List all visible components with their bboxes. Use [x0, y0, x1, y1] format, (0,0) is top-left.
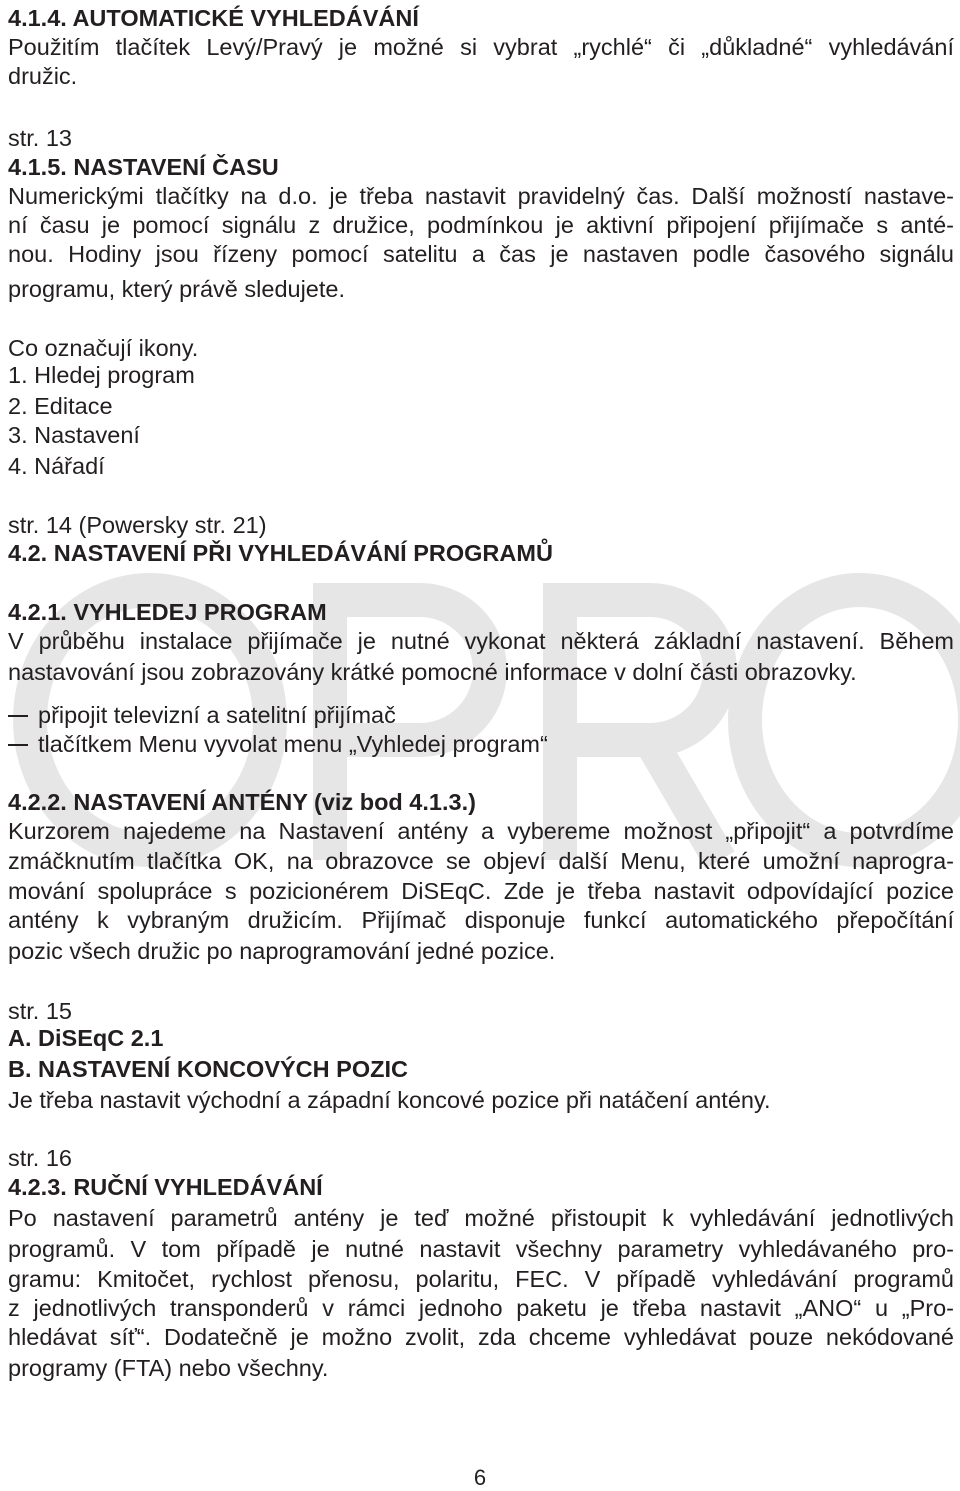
heading-4-1-5: 4.1.5. NASTAVENÍ ČASU: [8, 154, 279, 180]
paragraph-line: Kurzorem najedeme na Nastavení antény a vybereme možnost „připojit“ a potvrdíme: [8, 818, 954, 844]
heading-4-2: 4.2. NASTAVENÍ PŘI VYHLEDÁVÁNÍ PROGRAMŮ: [8, 540, 553, 566]
paragraph-line: mování spolupráce s pozicionérem DiSEqC. Zde je třeba nastavit odpovídající pozice: [8, 878, 954, 904]
dash-bullet: [8, 744, 28, 746]
paragraph-line: z jednotlivých transponderů v rámci jednoho paketu je třeba nastavit „ANO“ u „Pro-: [8, 1295, 954, 1321]
paragraph-line: Použitím tlačítek Levý/Pravý je možné si vybrat „rychlé“ či „důkladné“ vyhledávání: [8, 34, 954, 60]
step-text: připojit televizní a satelitní přijímač: [38, 702, 396, 728]
paragraph-line: programů. V tom případě je nutné nastavit všechny parametry vyhledávaného pro-: [8, 1236, 954, 1262]
paragraph-line: antény k vybraným družicím. Přijímač disponuje funkcí automatického přepočítání: [8, 907, 954, 933]
paragraph-line: programu, který právě sledujete.: [8, 276, 345, 302]
icon-list-item: 4. Nářadí: [8, 453, 105, 479]
icon-list-item: 1. Hledej program: [8, 362, 195, 388]
page-reference: str. 14 (Powersky str. 21): [8, 512, 267, 538]
heading-4-2-3: 4.2.3. RUČNÍ VYHLEDÁVÁNÍ: [8, 1174, 323, 1200]
paragraph-line: hledávat síť“. Dodatečně je možno zvolit, zda chceme vyhledávat pouze nekódované: [8, 1324, 954, 1350]
icon-list-item: 3. Nastavení: [8, 422, 140, 448]
page-number: 6: [473, 1465, 487, 1490]
heading-4-1-4: 4.1.4. AUTOMATICKÉ VYHLEDÁVÁNÍ: [8, 5, 419, 31]
paragraph-line: nou. Hodiny jsou řízeny pomocí satelitu a čas je nastaven podle časového signálu: [8, 241, 954, 267]
page-reference: str. 15: [8, 998, 73, 1024]
paragraph-line: programy (FTA) nebo všechny.: [8, 1355, 329, 1381]
paragraph-line: družic.: [8, 63, 78, 89]
paragraph-line: ní času je pomocí signálu z družice, podmínkou je aktivní připojení přijímače s anté-: [8, 212, 954, 238]
step-text: tlačítkem Menu vyvolat menu „Vyhledej program“: [38, 731, 548, 757]
heading-b: B. NASTAVENÍ KONCOVÝCH POZIC: [8, 1056, 408, 1082]
paragraph-line: gramu: Kmitočet, rychlost přenosu, polaritu, FEC. V případě vyhledávání programů: [8, 1266, 954, 1292]
icon-list-item: 2. Editace: [8, 393, 113, 419]
heading-4-2-1: 4.2.1. VYHLEDEJ PROGRAM: [8, 599, 327, 625]
paragraph-line: Je třeba nastavit východní a západní koncové pozice při natáčení antény.: [8, 1087, 771, 1113]
page-reference: str. 13: [8, 125, 73, 151]
icons-intro: Co označují ikony.: [8, 335, 199, 361]
dash-bullet: [8, 715, 28, 717]
heading-4-2-2: 4.2.2. NASTAVENÍ ANTÉNY (viz bod 4.1.3.): [8, 789, 476, 815]
paragraph-line: nastavování jsou zobrazovány krátké pomocné informace v dolní části obrazovky.: [8, 659, 857, 685]
page-reference: str. 16: [8, 1145, 73, 1171]
paragraph-line: pozic všech družic po naprogramování jedné pozice.: [8, 938, 556, 964]
heading-a: A. DiSEqC 2.1: [8, 1025, 164, 1051]
paragraph-line: V průběhu instalace přijímače je nutné vykonat některá základní nastavení. Během: [8, 628, 954, 654]
paragraph-line: zmáčknutím tlačítka OK, na obrazovce se objeví další Menu, které umožní naprogra-: [8, 848, 954, 874]
paragraph-line: Po nastavení parametrů antény je teď možné přistoupit k vyhledávání jednotlivých: [8, 1205, 954, 1231]
paragraph-line: Numerickými tlačítky na d.o. je třeba nastavit pravidelný čas. Další možností nastave-: [8, 183, 954, 209]
